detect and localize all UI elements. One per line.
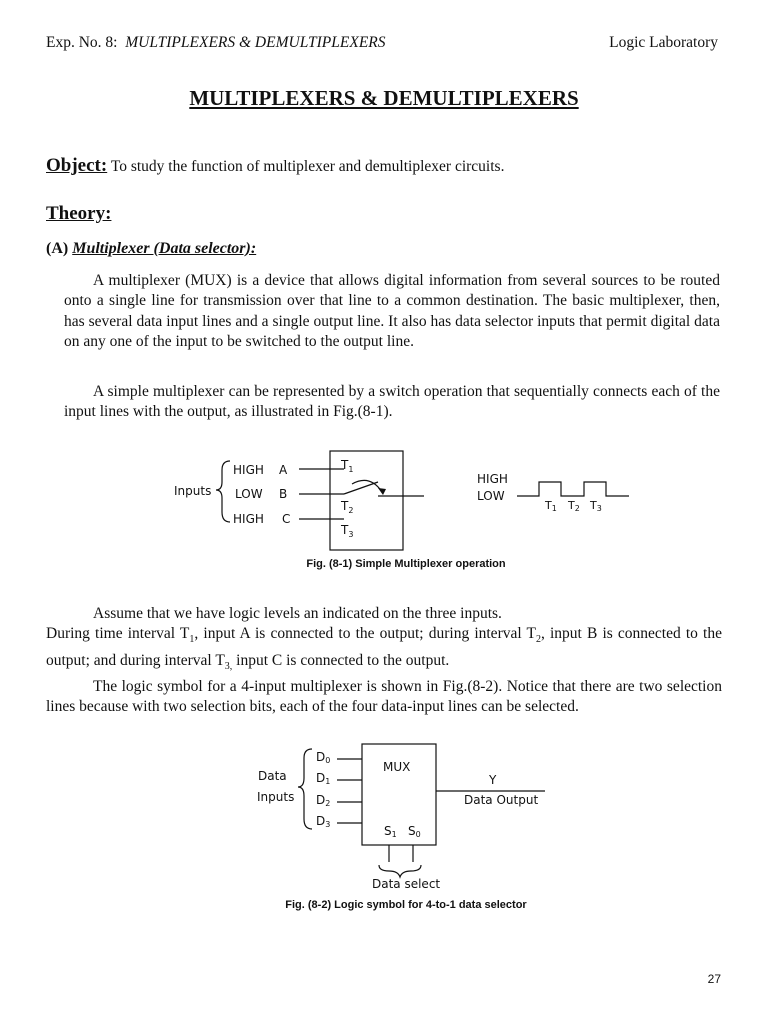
fig2-y-label: Y [489,773,497,787]
fig1-t1-sub: 1 [348,465,354,474]
fig1-level-b: LOW [235,487,263,501]
svg-text:D0 [316,750,330,765]
svg-text:D2 [316,793,330,808]
section-a-title: Multiplexer (Data selector): [72,240,257,257]
svg-text:T3 [589,499,602,513]
fig2-data-label: Data [258,769,287,783]
fig2-select-brace [379,865,421,877]
fig1-switch-arrow-icon [378,488,386,495]
object-text: To study the function of multiplexer and demultiplexer circuits. [110,158,505,175]
svg-text:T2 [567,499,580,513]
fig1-input-a: A [279,463,288,477]
paragraph-3b-sub-3: 3, [224,660,233,672]
paragraph-3b-text-3: , input B is connected to the output; and during interval T [46,625,722,669]
fig1-wave-t2: T [568,499,575,512]
svg-text:T1 [544,499,557,513]
fig2-d3-letter: D [316,814,326,828]
paragraph-3b-text-4: input C is connected to the output. [232,651,450,669]
paragraph-3c-text: The logic symbol for a 4-input multiplexer is shown in Fig.(8-2). Notice that there are two selection lines because with two selection bits, each of the four data-input lines can be selected. [46,678,722,716]
object-section [46,155,504,177]
fig2-d0-letter: D [316,750,326,764]
paragraph-2 [64,382,720,423]
svg-text:D3 [316,814,330,829]
fig1-inputs-label: Inputs [174,484,212,498]
fig2-caption: Fig. (8-2) Logic symbol for 4-to-1 data selector [285,899,527,911]
theory-heading: Theory: [46,203,112,224]
paragraph-3b-sub-2: 2 [535,634,541,646]
paragraph-1-text: A multiplexer (MUX) is a device that allows digital information from several sources to be routed onto a single line for transmission over that line to a common destination. The basic multiplexer, then, has several data input lines and a single output line. It also has data selector inputs that permit digital data on any one of the input to be switched to the output line. [64,272,720,350]
fig1-t2-sub: 2 [348,506,354,515]
header-right: Logic Laboratory [609,34,718,51]
svg-text:T3 [340,523,353,539]
fig2-mux-label: MUX [383,760,411,774]
paragraph-3b-sub-1: 1 [189,634,195,646]
fig2-d2-sub: 2 [325,799,331,808]
object-label: Object: [46,155,108,176]
fig2-d2-letter: D [316,793,326,807]
header-exp-number: Exp. No. 8: [46,34,118,51]
fig1-wave-t1: T [545,499,552,512]
paragraph-3b-text-2: , input A is connected to the output; during interval T [194,625,536,643]
fig1-t1-label: T [341,458,349,472]
fig2-d0-sub: 0 [325,756,331,765]
fig2-brace [298,749,312,829]
fig1-level-c: HIGH [233,512,264,526]
svg-text:S0 [408,824,421,839]
paragraph-3 [46,604,722,718]
paragraph-2-text: A simple multiplexer can be represented by a switch operation that sequentially connects each of the input lines with the output, as illustrated in Fig.(8-1). [64,383,720,421]
fig2-data-select-label: Data select [372,877,441,891]
header-left [46,34,386,52]
figure-8-2 [0,740,768,920]
header-exp-title: MULTIPLEXERS & DEMULTIPLEXERS [125,34,386,51]
fig1-wave-low: LOW [477,489,505,503]
fig1-waveform [517,482,629,496]
fig2-s1-sub: 1 [391,830,397,839]
section-a-heading [46,240,256,258]
fig2-inputs-label: Inputs [257,790,295,804]
page-number: 27 [707,972,721,986]
fig2-s0-sub: 0 [415,830,421,839]
fig1-switch-arm [344,482,378,494]
fig1-t3-sub: 3 [348,530,354,539]
svg-text:D1 [316,771,330,786]
paragraph-3b-text-1: During time interval T [46,625,190,643]
fig1-wave-t3-sub: 3 [596,504,602,513]
section-a-prefix: (A) [46,240,69,257]
fig2-d1-sub: 1 [325,777,331,786]
fig1-wave-t2-sub: 2 [574,504,580,513]
fig2-d3-sub: 3 [325,820,331,829]
svg-text:T1 [340,458,353,474]
fig1-wave-high: HIGH [477,472,508,486]
fig2-s1-letter: S [384,824,392,838]
fig1-caption: Fig. (8-1) Simple Multiplexer operation [306,558,506,570]
paragraph-1 [64,271,720,352]
fig1-level-a: HIGH [233,463,264,477]
fig1-t3-label: T [341,523,349,537]
svg-text:T2 [340,499,353,515]
svg-text:S1 [384,824,397,839]
fig2-s0-letter: S [408,824,416,838]
fig1-brace [216,461,230,522]
page-title: MULTIPLEXERS & DEMULTIPLEXERS [189,86,579,110]
fig2-d1-letter: D [316,771,326,785]
figure-8-1 [0,440,768,580]
fig1-input-c: C [282,512,291,526]
fig2-data-output-label: Data Output [464,793,539,807]
fig1-wave-t1-sub: 1 [551,504,557,513]
fig1-t2-label: T [341,499,349,513]
fig1-input-b: B [279,487,288,501]
paragraph-3a-text: Assume that we have logic levels an indicated on the three inputs. [93,605,502,622]
fig1-wave-t3: T [590,499,597,512]
